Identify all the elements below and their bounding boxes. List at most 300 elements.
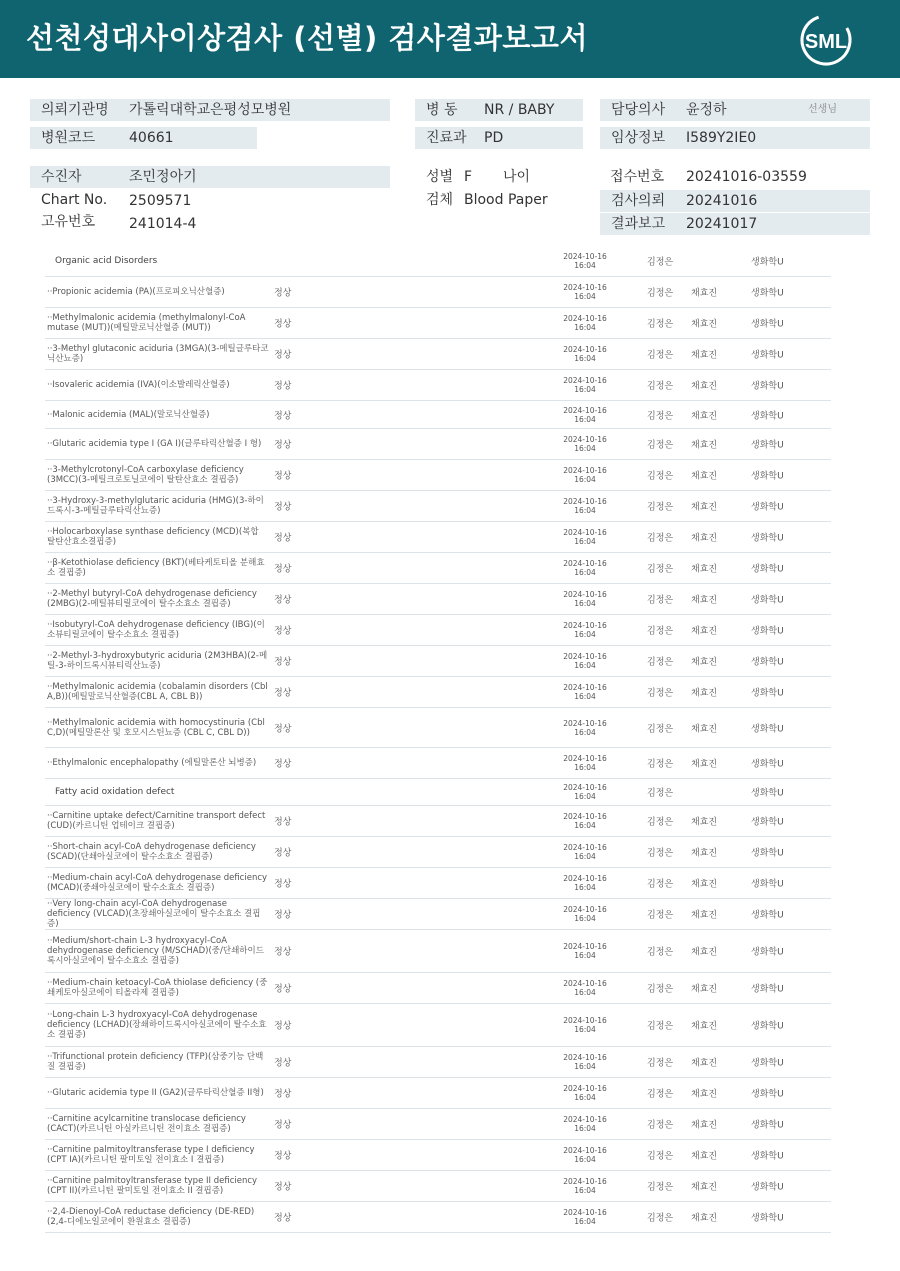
result-status: 정상 — [274, 626, 292, 637]
table-row — [45, 1171, 831, 1202]
test-name: ··Medium-chain ketoacyl-CoA thiolase deficiency (중쇄케토아실코에이 티올라제 결핍증) — [47, 978, 268, 998]
result-date: 2024-10-16 — [563, 1115, 607, 1124]
result-date: 2024-10-16 — [563, 718, 607, 728]
result-time: 16:04 — [574, 763, 596, 772]
test-name: ··Short-chain acyl-CoA dehydrogenase deficiency (SCAD)(단쇄아실코에이 탈수소효소 결핍증) — [47, 842, 256, 862]
result-datetime — [545, 754, 625, 772]
report-title: 선천성대사이상검사 (선별) 검사결과보고서 — [26, 21, 588, 55]
chart-no-label: Chart No. — [41, 192, 108, 208]
table-row — [45, 1109, 831, 1140]
result-datetime — [545, 1115, 625, 1133]
result-status: 정상 — [274, 759, 292, 770]
department-unit: 생화학U — [751, 947, 784, 958]
result-time: 16:04 — [574, 506, 596, 515]
tester-name: 김정은 — [647, 688, 674, 699]
result-status: 정상 — [274, 411, 292, 421]
result-time: 16:04 — [574, 568, 596, 577]
unique-no-value: 241014-4 — [129, 216, 197, 232]
test-name: ··Methylmalonic acidemia with homocystinuria (Cbl C,D)(메틸말론산 및 호모시스틴뇨증 (CBL C, CBL D)) — [47, 717, 265, 738]
department-unit: 생화학U — [751, 564, 784, 575]
result-time: 16:04 — [574, 261, 596, 270]
department-unit: 생화학U — [751, 1089, 784, 1100]
result-date: 2024-10-16 — [563, 1208, 607, 1217]
verifier-name: 채효진 — [691, 564, 718, 575]
report-date-field: 결과보고 20241017 — [600, 213, 870, 235]
result-date: 2024-10-16 — [563, 979, 607, 988]
result-time: 16:04 — [574, 792, 596, 801]
result-status: 정상 — [274, 1058, 292, 1069]
table-row — [45, 584, 831, 615]
result-time: 16:04 — [574, 1025, 596, 1034]
test-name: ··Glutaric acidemia type I (GA I)(글루타릭산혈증 I 형) — [47, 439, 262, 449]
svg-text:SML: SML — [804, 31, 848, 53]
table-row — [45, 277, 831, 308]
table-row — [45, 308, 831, 339]
result-time: 16:04 — [574, 988, 596, 997]
test-name: Fatty acid oxidation defect — [55, 787, 175, 797]
table-row — [45, 522, 831, 553]
department-unit: 생화학U — [751, 1021, 784, 1032]
department-unit: 생화학U — [751, 319, 784, 330]
department-unit: 생화학U — [751, 502, 784, 513]
institution-field: 의뢰기관명 가톨릭대학교은평성모병원 — [30, 99, 390, 121]
result-status: 정상 — [274, 984, 292, 995]
section-header-row — [45, 246, 831, 277]
test-name: ··Very long-chain acyl-CoA dehydrogenase deficiency (VLCAD)(초장쇄아실코에이 탈수소효소 결핍증) — [47, 899, 261, 929]
result-status: 정상 — [274, 1021, 292, 1032]
verifier-name: 채효진 — [691, 1058, 718, 1069]
sex-value: F — [464, 169, 473, 185]
result-datetime — [545, 843, 625, 861]
result-status: 정상 — [274, 319, 292, 330]
tester-name: 김정은 — [647, 1182, 674, 1193]
table-row — [45, 677, 831, 708]
result-status: 정상 — [274, 724, 292, 734]
tester-name: 김정은 — [647, 381, 674, 392]
verifier-name: 채효진 — [691, 688, 718, 699]
department-unit: 생화학U — [751, 984, 784, 995]
test-name: ··Glutaric acidemia type II (GA2)(글루타릭산혈증 II형) — [47, 1088, 264, 1098]
result-datetime — [545, 1084, 625, 1102]
test-name: ··β-Ketothiolase deficiency (BKT)(베타케토티올 분해효소 결핍증) — [47, 558, 265, 578]
test-name: ··Medium/short-chain L-3 hydroxyacyl-CoA dehydrogenase deficiency (M/SCHAD)(중/단쇄하이드록시아실코에이 탈수소효소 결핍증) — [47, 936, 264, 966]
test-name: ··Carnitine uptake defect/Carnitine transport defect (CUD)(카르니틴 업테이크 결핍증) — [47, 811, 266, 831]
verifier-name: 채효진 — [691, 350, 718, 361]
department-unit: 생화학U — [751, 1120, 784, 1131]
department-unit: 생화학U — [751, 657, 784, 668]
test-name: ··Methylmalonic acidemia (cobalamin disorders (Cbl A,B))(메틸말로닉산혈증(CBL A, CBL B)) — [47, 682, 268, 702]
specimen-label: 검체 — [426, 192, 454, 208]
result-date: 2024-10-16 — [563, 376, 607, 385]
verifier-name: 채효진 — [691, 984, 718, 995]
result-datetime — [545, 942, 625, 960]
result-date: 2024-10-16 — [563, 905, 607, 914]
result-status: 정상 — [274, 1089, 292, 1100]
table-row — [45, 837, 831, 868]
department-unit: 생화학U — [751, 910, 784, 921]
result-time: 16:04 — [574, 1217, 596, 1226]
tester-name: 김정은 — [647, 502, 674, 513]
result-datetime — [545, 406, 625, 424]
verifier-name: 채효진 — [691, 947, 718, 958]
test-name: ··2,4-Dienoyl-CoA reductase deficiency (DE-RED)(2,4-디에노일코에이 환원효소 결핍증) — [47, 1207, 255, 1227]
tester-name: 김정은 — [647, 1151, 674, 1162]
result-time: 16:04 — [574, 661, 596, 670]
tester-name: 김정은 — [647, 724, 674, 734]
test-name: ··2-Methyl butyryl-CoA dehydrogenase deficiency (2MBG)(2-메틸뷰티릴코에이 탈수소효소 결핍증) — [47, 589, 257, 609]
result-status: 정상 — [274, 595, 292, 606]
verifier-name: 채효진 — [691, 595, 718, 606]
test-name: ··Medium-chain acyl-CoA dehydrogenase deficiency (MCAD)(중쇄아실코에이 탈수소효소 결핍증) — [47, 873, 268, 893]
result-date: 2024-10-16 — [563, 1177, 607, 1186]
test-name: Organic acid Disorders — [55, 256, 158, 266]
result-time: 16:04 — [574, 1124, 596, 1133]
result-time: 16:04 — [574, 537, 596, 546]
table-row — [45, 868, 831, 899]
result-date: 2024-10-16 — [563, 283, 607, 292]
result-status: 정상 — [274, 1182, 292, 1193]
result-date: 2024-10-16 — [563, 652, 607, 661]
department-unit: 생화학U — [751, 1213, 784, 1224]
verifier-name: 채효진 — [691, 817, 718, 828]
department-unit: 생화학U — [751, 381, 784, 392]
test-name: ··3-Hydroxy-3-methylglutaric aciduria (HMG)(3-하이드록시-3-메틸글루타릭산뇨증) — [47, 496, 264, 516]
result-date: 2024-10-16 — [563, 405, 607, 415]
department-unit: 생화학U — [751, 440, 784, 451]
table-row — [45, 460, 831, 491]
specimen-value: Blood Paper — [464, 192, 548, 208]
chart-no-value: 2509571 — [129, 193, 192, 209]
result-status: 정상 — [274, 502, 292, 513]
result-datetime — [545, 283, 625, 301]
verifier-name: 채효진 — [691, 657, 718, 668]
table-row — [45, 553, 831, 584]
verifier-name: 채효진 — [691, 724, 718, 734]
result-datetime — [545, 874, 625, 892]
tester-name: 김정은 — [647, 1120, 674, 1131]
table-row — [45, 708, 831, 748]
test-name: ··Propionic acidemia (PA)(프로피오닉산혈증) — [47, 287, 225, 297]
result-status: 정상 — [274, 1213, 292, 1224]
age-label: 나이 — [503, 169, 531, 185]
unique-no-label: 고유번호 — [41, 214, 96, 230]
result-datetime — [545, 252, 625, 270]
verifier-name: 채효진 — [691, 1182, 718, 1193]
verifier-name: 채효진 — [691, 1120, 718, 1131]
result-status: 정상 — [274, 533, 292, 544]
result-date: 2024-10-16 — [563, 683, 607, 692]
table-row — [45, 806, 831, 837]
department-unit: 생화학U — [751, 848, 784, 859]
verifier-name: 채효진 — [691, 471, 718, 482]
result-date: 2024-10-16 — [563, 942, 607, 951]
result-date: 2024-10-16 — [563, 345, 607, 354]
patient-field: 수진자 조민정아기 — [30, 166, 390, 188]
results-table — [45, 246, 831, 1233]
verifier-name: 채효진 — [691, 626, 718, 637]
tester-name: 김정은 — [647, 288, 674, 299]
table-row — [45, 615, 831, 646]
tester-name: 김정은 — [647, 984, 674, 995]
table-row — [45, 973, 831, 1004]
table-row — [45, 930, 831, 973]
result-status: 정상 — [274, 471, 292, 482]
table-row — [45, 401, 831, 429]
result-time: 16:04 — [574, 1186, 596, 1195]
result-datetime — [545, 1208, 625, 1226]
test-name: ··3-Methylcrotonyl-CoA carboxylase deficiency (3MCC)(3-메틸크로토닐코에이 탈탄산효소 결핍증) — [47, 465, 244, 485]
department-unit: 생화학U — [751, 471, 784, 482]
receipt-no-label: 접수번호 — [610, 169, 665, 185]
department-unit: 생화학U — [751, 1151, 784, 1162]
result-datetime — [545, 1053, 625, 1071]
result-status: 정상 — [274, 381, 292, 392]
table-row — [45, 429, 831, 460]
verifier-name: 채효진 — [691, 288, 718, 299]
tester-name: 김정은 — [647, 257, 674, 268]
result-status: 정상 — [274, 910, 292, 921]
department-unit: 생화학U — [751, 879, 784, 890]
result-date: 2024-10-16 — [563, 590, 607, 599]
result-date: 2024-10-16 — [563, 843, 607, 852]
result-date: 2024-10-16 — [563, 528, 607, 537]
result-date: 2024-10-16 — [563, 314, 607, 323]
table-row — [45, 1078, 831, 1109]
tester-name: 김정은 — [647, 657, 674, 668]
result-datetime — [545, 652, 625, 670]
test-name: ··Isobutyryl-CoA dehydrogenase deficiency (IBG)(이소뷰티릴코에이 탈수소효소 결핍증) — [47, 620, 265, 640]
result-date: 2024-10-16 — [563, 435, 607, 444]
result-time: 16:04 — [574, 1093, 596, 1102]
result-time: 16:04 — [574, 292, 596, 301]
test-name: ··Malonic acidemia (MAL)(말로닉산혈증) — [47, 409, 210, 420]
result-datetime — [545, 783, 625, 801]
result-date: 2024-10-16 — [563, 874, 607, 883]
test-name: ··Ethylmalonic encephalopathy (에틸말론산 뇌병증) — [47, 758, 257, 768]
receipt-no-value: 20241016-03559 — [686, 169, 807, 185]
table-row — [45, 339, 831, 370]
tester-name: 김정은 — [647, 759, 674, 770]
result-datetime — [545, 314, 625, 332]
tester-name: 김정은 — [647, 595, 674, 606]
result-datetime — [545, 345, 625, 363]
result-time: 16:04 — [574, 630, 596, 639]
department-unit: 생화학U — [751, 595, 784, 606]
department-unit: 생화학U — [751, 411, 784, 421]
result-time: 16:04 — [574, 883, 596, 892]
tester-name: 김정은 — [647, 788, 674, 799]
test-name: ··Isovaleric acidemia (IVA)(이소발레릭산혈증) — [47, 380, 230, 390]
table-row — [45, 1004, 831, 1047]
result-time: 16:04 — [574, 1062, 596, 1071]
department-unit: 생화학U — [751, 759, 784, 770]
result-datetime — [545, 466, 625, 484]
tester-name: 김정은 — [647, 879, 674, 890]
tester-name: 김정은 — [647, 848, 674, 859]
department-unit: 생화학U — [751, 257, 784, 268]
verifier-name: 채효진 — [691, 1021, 718, 1032]
tester-name: 김정은 — [647, 440, 674, 451]
request-date-field: 검사의뢰 20241016 — [600, 190, 870, 212]
department-unit: 생화학U — [751, 288, 784, 299]
result-status: 정상 — [274, 440, 292, 451]
result-datetime — [545, 683, 625, 701]
tester-name: 김정은 — [647, 471, 674, 482]
table-row — [45, 1047, 831, 1078]
report-header — [0, 0, 900, 78]
verifier-name: 채효진 — [691, 1213, 718, 1224]
result-datetime — [545, 497, 625, 515]
result-date: 2024-10-16 — [563, 812, 607, 821]
result-date: 2024-10-16 — [563, 1084, 607, 1093]
result-date: 2024-10-16 — [563, 559, 607, 568]
result-time: 16:04 — [574, 914, 596, 923]
department-unit: 생화학U — [751, 688, 784, 699]
tester-name: 김정은 — [647, 564, 674, 575]
department-unit: 생화학U — [751, 817, 784, 828]
result-status: 정상 — [274, 947, 292, 958]
ward-field: 병 동 NR / BABY — [415, 99, 583, 121]
result-status: 정상 — [274, 350, 292, 361]
tester-name: 김정은 — [647, 910, 674, 921]
result-status: 정상 — [274, 564, 292, 575]
verifier-name: 채효진 — [691, 440, 718, 451]
result-datetime — [545, 979, 625, 997]
result-datetime — [545, 1016, 625, 1034]
result-datetime — [545, 559, 625, 577]
verifier-name: 채효진 — [691, 1151, 718, 1162]
result-time: 16:04 — [574, 414, 596, 424]
result-status: 정상 — [274, 288, 292, 299]
verifier-name: 채효진 — [691, 1089, 718, 1100]
tester-name: 김정은 — [647, 947, 674, 958]
test-name: ··2-Methyl-3-hydroxybutyric aciduria (2M3HBA)(2-메틸-3-하이드록시뷰티릭산뇨증) — [47, 651, 268, 671]
result-date: 2024-10-16 — [563, 252, 607, 261]
result-time: 16:04 — [574, 727, 596, 737]
result-datetime — [545, 435, 625, 453]
result-time: 16:04 — [574, 821, 596, 830]
tester-name: 김정은 — [647, 533, 674, 544]
result-time: 16:04 — [574, 385, 596, 394]
result-date: 2024-10-16 — [563, 466, 607, 475]
test-name: ··Methylmalonic acidemia (methylmalonyl-CoA mutase (MUT))(메틸말로닉산혈증 (MUT)) — [47, 313, 246, 333]
table-row — [45, 899, 831, 930]
result-status: 정상 — [274, 817, 292, 828]
department-field: 진료과 PD — [415, 127, 583, 149]
result-time: 16:04 — [574, 852, 596, 861]
result-status: 정상 — [274, 1151, 292, 1162]
table-row — [45, 370, 831, 401]
result-status: 정상 — [274, 657, 292, 668]
hospital-code-field: 병원코드 40661 — [30, 127, 257, 149]
result-time: 16:04 — [574, 475, 596, 484]
result-time: 16:04 — [574, 323, 596, 332]
table-row — [45, 748, 831, 779]
test-name: ··Long-chain L-3 hydroxyacyl-CoA dehydrogenase deficiency (LCHAD)(장쇄하이드록시아실코에이 탈수소효소 결핍증) — [47, 1010, 267, 1040]
tester-name: 김정은 — [647, 817, 674, 828]
result-date: 2024-10-16 — [563, 1016, 607, 1025]
tester-name: 김정은 — [647, 1021, 674, 1032]
result-time: 16:04 — [574, 599, 596, 608]
test-name: ··Carnitine palmitoyltransferase type I deficiency (CPT IA)(카르니틴 팔미토일 전이효소 I 결핍증) — [47, 1145, 255, 1165]
result-date: 2024-10-16 — [563, 1146, 607, 1155]
test-name: ··3-Methyl glutaconic aciduria (3MGA)(3-메틸글루타코닉산뇨증) — [47, 344, 269, 364]
tester-name: 김정은 — [647, 1058, 674, 1069]
department-unit: 생화학U — [751, 1182, 784, 1193]
test-name: ··Carnitine palmitoyltransferase type II deficiency (CPT II)(카르니틴 팔미토일 전이효소 II 결핍증) — [47, 1176, 258, 1196]
sml-logo-icon — [796, 12, 856, 68]
verifier-name: 채효진 — [691, 502, 718, 513]
result-datetime — [545, 812, 625, 830]
verifier-name: 채효진 — [691, 411, 718, 421]
result-status: 정상 — [274, 848, 292, 859]
tester-name: 김정은 — [647, 1089, 674, 1100]
tester-name: 김정은 — [647, 411, 674, 421]
result-time: 16:04 — [574, 1155, 596, 1164]
section-header-row — [45, 779, 831, 806]
tester-name: 김정은 — [647, 1213, 674, 1224]
result-status: 정상 — [274, 879, 292, 890]
result-datetime — [545, 905, 625, 923]
result-date: 2024-10-16 — [563, 621, 607, 630]
clinical-info-field: 임상정보 I589Y2IE0 — [600, 127, 870, 149]
verifier-name: 채효진 — [691, 910, 718, 921]
result-date: 2024-10-16 — [563, 497, 607, 506]
result-time: 16:04 — [574, 951, 596, 960]
result-datetime — [545, 719, 625, 737]
table-row — [45, 1140, 831, 1171]
tester-name: 김정은 — [647, 319, 674, 330]
verifier-name: 채효진 — [691, 319, 718, 330]
verifier-name: 채효진 — [691, 381, 718, 392]
result-status: 정상 — [274, 1120, 292, 1131]
result-datetime — [545, 1146, 625, 1164]
result-datetime — [545, 528, 625, 546]
result-time: 16:04 — [574, 692, 596, 701]
doctor-field: 담당의사 윤정하 선생님 — [600, 99, 870, 121]
department-unit: 생화학U — [751, 626, 784, 637]
result-time: 16:04 — [574, 444, 596, 453]
result-datetime — [545, 376, 625, 394]
department-unit: 생화학U — [751, 350, 784, 361]
result-status: 정상 — [274, 688, 292, 699]
test-name: ··Trifunctional protein deficiency (TFP)(삼중기능 단백질 결핍증) — [47, 1052, 264, 1072]
test-name: ··Holocarboxylase synthase deficiency (MCD)(복합 탈탄산효소결핍증) — [47, 527, 259, 547]
test-name: ··Carnitine acylcarnitine translocase deficiency (CACT)(카르니틴 아실카르니틴 전이효소 결핍증) — [47, 1114, 246, 1134]
department-unit: 생화학U — [751, 1058, 784, 1069]
verifier-name: 채효진 — [691, 533, 718, 544]
result-time: 16:04 — [574, 354, 596, 363]
result-date: 2024-10-16 — [563, 754, 607, 763]
verifier-name: 채효진 — [691, 759, 718, 770]
department-unit: 생화학U — [751, 724, 784, 734]
table-row — [45, 646, 831, 677]
result-datetime — [545, 590, 625, 608]
result-date: 2024-10-16 — [563, 1053, 607, 1062]
verifier-name: 채효진 — [691, 848, 718, 859]
sex-label: 성별 — [426, 169, 454, 185]
verifier-name: 채효진 — [691, 879, 718, 890]
department-unit: 생화학U — [751, 788, 784, 799]
table-row — [45, 491, 831, 522]
result-datetime — [545, 1177, 625, 1195]
tester-name: 김정은 — [647, 350, 674, 361]
result-date: 2024-10-16 — [563, 783, 607, 792]
result-datetime — [545, 621, 625, 639]
department-unit: 생화학U — [751, 533, 784, 544]
table-row — [45, 1202, 831, 1233]
tester-name: 김정은 — [647, 626, 674, 637]
